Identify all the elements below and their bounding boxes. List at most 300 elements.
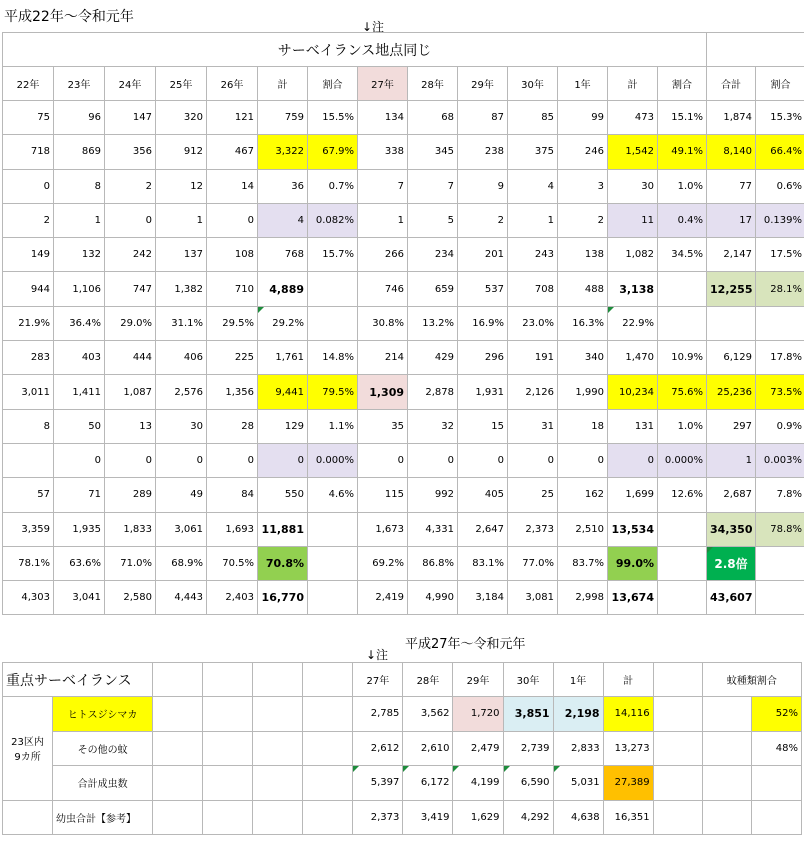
table-cell: 4.6% — [308, 478, 358, 512]
table-cell: 14 — [207, 169, 258, 203]
table-cell: 289 — [105, 478, 156, 512]
table-title-row — [3, 33, 804, 67]
note-marker-bottom: ↓注 — [366, 648, 389, 662]
table-cell: 0 — [207, 203, 258, 237]
table-cell: 1 — [54, 203, 105, 237]
table-row — [3, 341, 804, 375]
table-cell: 23.0% — [508, 306, 558, 340]
table-cell: 4,889 — [258, 272, 308, 306]
table-cell: 6,129 — [707, 341, 756, 375]
table-cell — [658, 581, 707, 615]
table-cell: 708 — [508, 272, 558, 306]
empty-cell — [153, 800, 203, 835]
empty-cell — [653, 800, 702, 835]
table-cell: 0 — [105, 203, 156, 237]
column-header: 23年 — [54, 67, 105, 101]
table-cell: 0.7% — [308, 169, 358, 203]
empty-cell — [153, 663, 203, 697]
table-row — [3, 169, 804, 203]
table-cell: 912 — [156, 135, 207, 169]
table-cell: 4,990 — [408, 581, 458, 615]
table-cell: 0 — [105, 443, 156, 477]
table-cell: 75.6% — [658, 375, 707, 409]
section2-row — [3, 697, 802, 732]
column-header: 1年 — [558, 67, 608, 101]
table-cell: 283 — [3, 341, 54, 375]
table-cell: 746 — [358, 272, 408, 306]
column-header: 30年 — [508, 67, 558, 101]
table-cell: 14,116 — [603, 697, 653, 732]
table-cell: 0.4% — [658, 203, 707, 237]
table-cell: 537 — [458, 272, 508, 306]
section2-title: 重点サーベイランス — [3, 663, 153, 697]
table-cell: 17.8% — [756, 341, 804, 375]
table-cell: 30 — [608, 169, 658, 203]
table-cell: 0 — [458, 443, 508, 477]
table-cell: 429 — [408, 341, 458, 375]
table-cell: 2,373 — [508, 512, 558, 546]
table-cell: 121 — [207, 101, 258, 135]
table-cell: 4,443 — [156, 581, 207, 615]
table-cell: 36 — [258, 169, 308, 203]
table-cell: 234 — [408, 238, 458, 272]
table-cell: 13.2% — [408, 306, 458, 340]
table-cell: 3,081 — [508, 581, 558, 615]
table-cell: 71.0% — [105, 546, 156, 580]
table-cell: 1,990 — [558, 375, 608, 409]
table-cell: 10,234 — [608, 375, 658, 409]
table-cell: 659 — [408, 272, 458, 306]
table-cell: 138 — [558, 238, 608, 272]
table-cell: 1,629 — [453, 800, 503, 835]
table-cell: 1,693 — [207, 512, 258, 546]
empty-cell — [702, 766, 751, 801]
table-row — [3, 375, 804, 409]
table-cell: 2,647 — [458, 512, 508, 546]
table-cell: 214 — [358, 341, 408, 375]
table-cell: 15.3% — [756, 101, 804, 135]
table-cell: 8 — [54, 169, 105, 203]
table-cell: 67.9% — [308, 135, 358, 169]
table-cell: 36.4% — [54, 306, 105, 340]
table-cell: 50 — [54, 409, 105, 443]
table-cell: 340 — [558, 341, 608, 375]
table-cell: 2,126 — [508, 375, 558, 409]
table-cell: 3,562 — [403, 697, 453, 732]
priority-surveillance-table — [2, 662, 802, 835]
table-cell: 29.0% — [105, 306, 156, 340]
table-cell: 4,199 — [453, 766, 503, 801]
table-cell: 83.7% — [558, 546, 608, 580]
empty-cell — [303, 663, 353, 697]
table-cell: 3,061 — [156, 512, 207, 546]
table-cell: 473 — [608, 101, 658, 135]
table-cell: 488 — [558, 272, 608, 306]
table-cell: 4 — [258, 203, 308, 237]
table-cell: 9,441 — [258, 375, 308, 409]
section2-header-row — [3, 663, 802, 697]
table-cell: 1.0% — [658, 169, 707, 203]
empty-cell — [153, 766, 203, 801]
table-cell: 3,419 — [403, 800, 453, 835]
column-header: 28年 — [403, 663, 453, 697]
empty-cell — [253, 766, 303, 801]
column-header: 26年 — [207, 67, 258, 101]
table-cell: 13,674 — [608, 581, 658, 615]
table-cell: 0.6% — [756, 169, 804, 203]
table-cell: 32 — [408, 409, 458, 443]
table-cell — [658, 546, 707, 580]
empty-cell — [707, 33, 804, 67]
table-cell: 30 — [156, 409, 207, 443]
table-cell: 992 — [408, 478, 458, 512]
table-cell: 115 — [358, 478, 408, 512]
ratio-header: 蚊種類割合 — [702, 663, 801, 697]
table-cell: 15 — [458, 409, 508, 443]
column-header: 計 — [603, 663, 653, 697]
table-cell — [308, 512, 358, 546]
row-label: 合計成虫数 — [53, 766, 153, 801]
note-marker-top: ↓注 — [362, 20, 385, 34]
table-cell: 10.9% — [658, 341, 707, 375]
table-cell: 30.8% — [358, 306, 408, 340]
column-header: 29年 — [453, 663, 503, 697]
table-cell: 0 — [558, 443, 608, 477]
empty-cell — [702, 731, 751, 766]
table-cell: 14.8% — [308, 341, 358, 375]
column-header: 1年 — [553, 663, 603, 697]
table-cell: 243 — [508, 238, 558, 272]
table-cell: 0 — [608, 443, 658, 477]
table-cell: 28 — [207, 409, 258, 443]
empty-cell — [253, 800, 303, 835]
table-cell: 8 — [3, 409, 54, 443]
table-cell — [308, 306, 358, 340]
table-cell: 2.8倍 — [707, 546, 756, 580]
table-cell: 13,534 — [608, 512, 658, 546]
table-cell: 17.5% — [756, 238, 804, 272]
table-cell: 49 — [156, 478, 207, 512]
column-header: 27年 — [353, 663, 403, 697]
table-cell: 34,350 — [707, 512, 756, 546]
table-row — [3, 306, 804, 340]
empty-cell — [702, 800, 751, 835]
table-cell: 1,106 — [54, 272, 105, 306]
table-cell: 944 — [3, 272, 54, 306]
table-cell: 246 — [558, 135, 608, 169]
empty-cell — [153, 697, 203, 732]
table-cell: 132 — [54, 238, 105, 272]
table-cell — [756, 306, 804, 340]
top-title: 平成22年～令和元年 — [4, 9, 134, 25]
table-header-row — [3, 67, 804, 101]
table-cell: 2,419 — [358, 581, 408, 615]
table-cell: 1,309 — [358, 375, 408, 409]
table-cell: 2,998 — [558, 581, 608, 615]
table-cell: 25 — [508, 478, 558, 512]
table-cell: 3,138 — [608, 272, 658, 306]
group-title: サーベイランス地点同じ — [3, 33, 707, 67]
table-cell: 66.4% — [756, 135, 804, 169]
table-cell: 191 — [508, 341, 558, 375]
region-label — [3, 697, 53, 801]
table-cell: 710 — [207, 272, 258, 306]
table-cell: 3,851 — [503, 697, 553, 732]
table-cell: 0 — [408, 443, 458, 477]
table-cell — [3, 443, 54, 477]
table-row — [3, 478, 804, 512]
region-label-line2: 9カ所 — [14, 752, 41, 764]
empty-cell — [203, 663, 253, 697]
table-cell: 21.9% — [3, 306, 54, 340]
table-cell: 1,382 — [156, 272, 207, 306]
table-cell: 68.9% — [156, 546, 207, 580]
table-cell: 79.5% — [308, 375, 358, 409]
table-cell: 405 — [458, 478, 508, 512]
table-cell: 85 — [508, 101, 558, 135]
column-header: 25年 — [156, 67, 207, 101]
table-cell: 71 — [54, 478, 105, 512]
table-cell: 83.1% — [458, 546, 508, 580]
table-cell: 3,184 — [458, 581, 508, 615]
table-cell: 86.8% — [408, 546, 458, 580]
table-cell: 2 — [558, 203, 608, 237]
table-cell: 2,833 — [553, 731, 603, 766]
table-row — [3, 272, 804, 306]
column-header: 28年 — [408, 67, 458, 101]
table-cell: 5,397 — [353, 766, 403, 801]
column-header: 30年 — [503, 663, 553, 697]
table-cell: 356 — [105, 135, 156, 169]
table-cell: 1,356 — [207, 375, 258, 409]
table-cell: 406 — [156, 341, 207, 375]
empty-cell — [303, 697, 353, 732]
empty-cell — [653, 731, 702, 766]
table-cell: 96 — [54, 101, 105, 135]
table-cell: 31.1% — [156, 306, 207, 340]
table-cell: 6,172 — [403, 766, 453, 801]
table-cell: 11 — [608, 203, 658, 237]
table-cell: 99.0% — [608, 546, 658, 580]
table-cell: 2,373 — [353, 800, 403, 835]
table-cell: 768 — [258, 238, 308, 272]
table-cell: 1,833 — [105, 512, 156, 546]
table-cell: 137 — [156, 238, 207, 272]
table-cell: 3,359 — [3, 512, 54, 546]
empty-cell — [253, 663, 303, 697]
column-header: 29年 — [458, 67, 508, 101]
table-cell: 320 — [156, 101, 207, 135]
table-cell: 4,292 — [503, 800, 553, 835]
table-row — [3, 101, 804, 135]
table-cell: 131 — [608, 409, 658, 443]
section2-row — [3, 766, 802, 801]
empty-cell — [303, 800, 353, 835]
table-cell: 87 — [458, 101, 508, 135]
table-cell: 0.139% — [756, 203, 804, 237]
table-cell: 4 — [508, 169, 558, 203]
column-header: 割合 — [756, 67, 804, 101]
table-cell: 2,510 — [558, 512, 608, 546]
table-row — [3, 409, 804, 443]
table-cell: 1,673 — [358, 512, 408, 546]
table-cell: 75 — [3, 101, 54, 135]
table-cell — [308, 581, 358, 615]
table-cell: 747 — [105, 272, 156, 306]
table-cell: 99 — [558, 101, 608, 135]
table-row — [3, 546, 804, 580]
table-cell: 12.6% — [658, 478, 707, 512]
table-cell: 225 — [207, 341, 258, 375]
table-cell: 2 — [105, 169, 156, 203]
table-cell: 1 — [707, 443, 756, 477]
table-cell: 49.1% — [658, 135, 707, 169]
table-cell: 1,082 — [608, 238, 658, 272]
table-cell: 11,881 — [258, 512, 308, 546]
table-cell: 15.1% — [658, 101, 707, 135]
table-row — [3, 443, 804, 477]
table-cell: 18 — [558, 409, 608, 443]
table-cell: 0 — [207, 443, 258, 477]
table-cell: 550 — [258, 478, 308, 512]
table-cell: 108 — [207, 238, 258, 272]
table-cell: 0.9% — [756, 409, 804, 443]
table-cell: 3 — [558, 169, 608, 203]
column-header: 計 — [608, 67, 658, 101]
table-cell: 338 — [358, 135, 408, 169]
table-cell: 869 — [54, 135, 105, 169]
table-cell: 28.1% — [756, 272, 804, 306]
table-cell: 0 — [508, 443, 558, 477]
table-cell: 2,479 — [453, 731, 503, 766]
ratio-cell: 52% — [751, 697, 801, 732]
table-row — [3, 581, 804, 615]
section2-row — [3, 731, 802, 766]
table-cell: 4,638 — [553, 800, 603, 835]
column-header: 22年 — [3, 67, 54, 101]
table-cell: 2,687 — [707, 478, 756, 512]
table-cell: 70.8% — [258, 546, 308, 580]
empty-cell — [203, 697, 253, 732]
table-cell: 78.8% — [756, 512, 804, 546]
table-cell: 296 — [458, 341, 508, 375]
table-cell: 16.9% — [458, 306, 508, 340]
table-cell: 1,542 — [608, 135, 658, 169]
table-cell: 2,403 — [207, 581, 258, 615]
table-cell: 1,087 — [105, 375, 156, 409]
table-cell: 149 — [3, 238, 54, 272]
table-cell: 2,147 — [707, 238, 756, 272]
table-cell: 34.5% — [658, 238, 707, 272]
table-cell: 0 — [54, 443, 105, 477]
table-cell: 1,720 — [453, 697, 503, 732]
table-cell: 147 — [105, 101, 156, 135]
table-cell: 12,255 — [707, 272, 756, 306]
table-cell: 13 — [105, 409, 156, 443]
table-cell: 1,411 — [54, 375, 105, 409]
empty-cell — [653, 663, 702, 697]
empty-cell — [153, 731, 203, 766]
section2-subtitle: 平成27年～令和元年 — [405, 637, 526, 652]
table-cell: 2,580 — [105, 581, 156, 615]
table-cell: 15.5% — [308, 101, 358, 135]
empty-cell — [702, 697, 751, 732]
empty-cell — [303, 766, 353, 801]
table-cell: 29.2% — [258, 306, 308, 340]
table-row — [3, 135, 804, 169]
ratio-cell — [751, 800, 801, 835]
table-cell: 1 — [508, 203, 558, 237]
table-cell: 2,739 — [503, 731, 553, 766]
table-cell — [308, 272, 358, 306]
table-cell: 8,140 — [707, 135, 756, 169]
table-cell: 266 — [358, 238, 408, 272]
table-cell: 1 — [358, 203, 408, 237]
table-cell: 0 — [258, 443, 308, 477]
table-cell — [658, 306, 707, 340]
table-cell: 403 — [54, 341, 105, 375]
table-cell: 1,761 — [258, 341, 308, 375]
table-cell: 31 — [508, 409, 558, 443]
table-cell: 3,322 — [258, 135, 308, 169]
table-cell: 17 — [707, 203, 756, 237]
table-cell: 9 — [458, 169, 508, 203]
empty-cell — [253, 697, 303, 732]
empty-cell — [203, 731, 253, 766]
table-cell: 35 — [358, 409, 408, 443]
table-cell: 2 — [458, 203, 508, 237]
row-label: 幼虫合計【参考】 — [53, 800, 153, 835]
table-cell — [658, 272, 707, 306]
table-cell: 759 — [258, 101, 308, 135]
row-label: その他の蚊 — [53, 731, 153, 766]
table-cell: 0 — [3, 169, 54, 203]
column-header: 27年 — [358, 67, 408, 101]
ratio-cell: 48% — [751, 731, 801, 766]
table-cell: 134 — [358, 101, 408, 135]
table-cell — [756, 546, 804, 580]
table-cell: 3,011 — [3, 375, 54, 409]
table-cell: 73.5% — [756, 375, 804, 409]
table-cell: 69.2% — [358, 546, 408, 580]
table-cell: 2,576 — [156, 375, 207, 409]
table-cell: 2 — [3, 203, 54, 237]
table-cell: 375 — [508, 135, 558, 169]
table-cell: 13,273 — [603, 731, 653, 766]
table-cell: 78.1% — [3, 546, 54, 580]
table-cell: 77 — [707, 169, 756, 203]
table-cell: 1,935 — [54, 512, 105, 546]
table-cell: 162 — [558, 478, 608, 512]
table-cell: 2,610 — [403, 731, 453, 766]
table-cell: 2,878 — [408, 375, 458, 409]
table-cell: 43,607 — [707, 581, 756, 615]
table-cell: 16.3% — [558, 306, 608, 340]
table-cell: 0 — [358, 443, 408, 477]
table-cell: 129 — [258, 409, 308, 443]
column-header: 計 — [258, 67, 308, 101]
table-cell: 297 — [707, 409, 756, 443]
table-cell: 22.9% — [608, 306, 658, 340]
table-cell: 6,590 — [503, 766, 553, 801]
table-cell: 29.5% — [207, 306, 258, 340]
table-cell: 2,198 — [553, 697, 603, 732]
region-label-line1: 23区内 — [11, 737, 44, 749]
table-cell: 1,699 — [608, 478, 658, 512]
row-label: ヒトスジシマカ — [53, 697, 153, 732]
table-cell: 0.000% — [658, 443, 707, 477]
table-cell: 7 — [408, 169, 458, 203]
